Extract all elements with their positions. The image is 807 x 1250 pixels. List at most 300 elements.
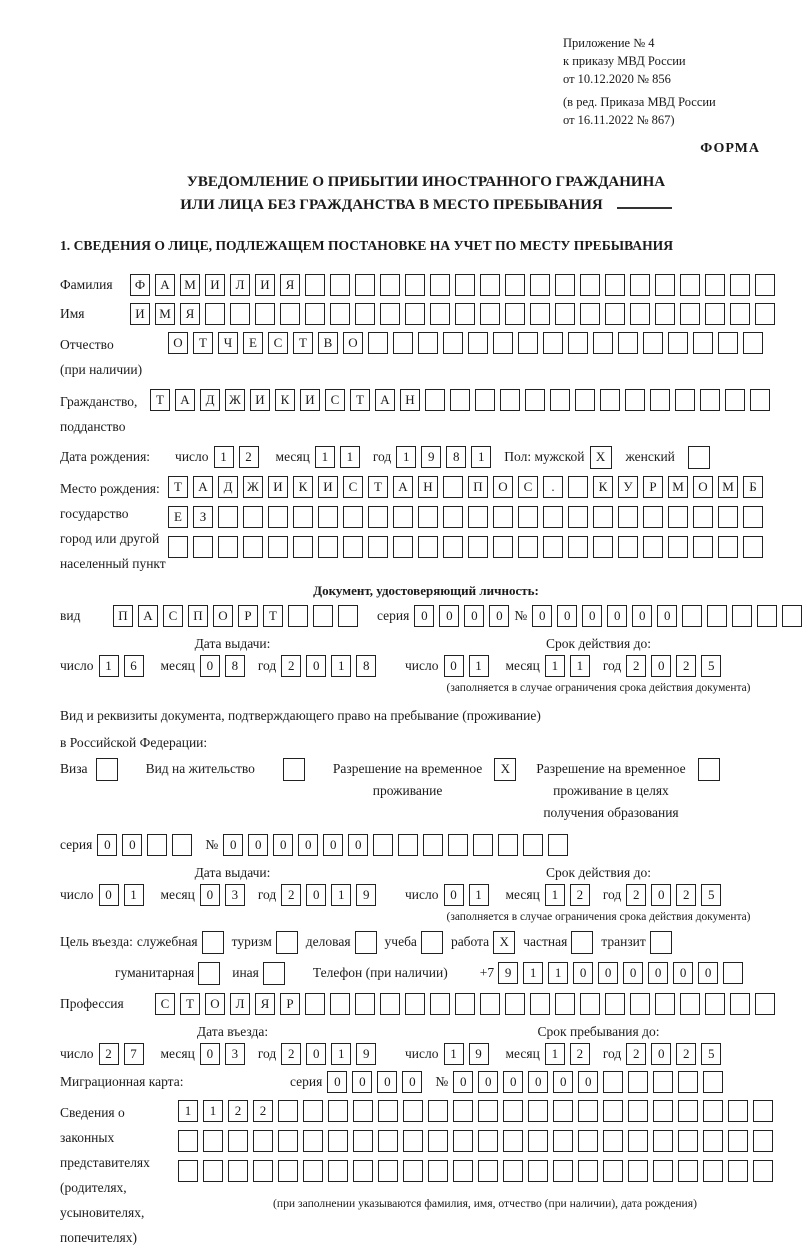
- char-cell[interactable]: 1: [340, 446, 360, 468]
- char-cell[interactable]: [750, 389, 770, 411]
- char-cell[interactable]: [555, 303, 575, 325]
- char-cell[interactable]: Р: [238, 605, 258, 627]
- char-cell[interactable]: 2: [676, 884, 696, 906]
- char-cell[interactable]: 0: [632, 605, 652, 627]
- char-cell[interactable]: 0: [439, 605, 459, 627]
- char-cell[interactable]: 0: [327, 1071, 347, 1093]
- char-cell[interactable]: [500, 389, 520, 411]
- char-cell[interactable]: [368, 332, 388, 354]
- char-cell[interactable]: 1: [331, 655, 351, 677]
- char-cell[interactable]: 9: [356, 1043, 376, 1065]
- char-cell[interactable]: А: [138, 605, 158, 627]
- char-cell[interactable]: [618, 506, 638, 528]
- char-cell[interactable]: [355, 303, 375, 325]
- char-cell[interactable]: [603, 1100, 623, 1122]
- char-cell[interactable]: 0: [651, 1043, 671, 1065]
- char-cell[interactable]: [443, 536, 463, 558]
- purpose-private-checkbox[interactable]: [571, 931, 593, 954]
- char-cell[interactable]: 0: [444, 884, 464, 906]
- char-cell[interactable]: [555, 993, 575, 1015]
- char-cell[interactable]: [743, 332, 763, 354]
- char-cell[interactable]: [580, 993, 600, 1015]
- char-cell[interactable]: [543, 536, 563, 558]
- char-cell[interactable]: Т: [193, 332, 213, 354]
- char-cell[interactable]: 0: [478, 1071, 498, 1093]
- purpose-tourism-checkbox[interactable]: [276, 931, 298, 954]
- char-cell[interactable]: [355, 993, 375, 1015]
- char-cell[interactable]: 0: [557, 605, 577, 627]
- char-cell[interactable]: Д: [200, 389, 220, 411]
- char-cell[interactable]: 0: [607, 605, 627, 627]
- char-cell[interactable]: 0: [464, 605, 484, 627]
- char-cell[interactable]: [493, 536, 513, 558]
- char-cell[interactable]: И: [255, 274, 275, 296]
- char-cell[interactable]: [455, 993, 475, 1015]
- char-cell[interactable]: [405, 274, 425, 296]
- char-cell[interactable]: [303, 1130, 323, 1152]
- char-cell[interactable]: [338, 605, 358, 627]
- char-cell[interactable]: [728, 1100, 748, 1122]
- char-cell[interactable]: [473, 834, 493, 856]
- char-cell[interactable]: [530, 274, 550, 296]
- char-cell[interactable]: [450, 389, 470, 411]
- char-cell[interactable]: А: [375, 389, 395, 411]
- char-cell[interactable]: [468, 506, 488, 528]
- char-cell[interactable]: 0: [532, 605, 552, 627]
- char-cell[interactable]: [218, 536, 238, 558]
- char-cell[interactable]: [703, 1160, 723, 1182]
- char-cell[interactable]: [555, 274, 575, 296]
- char-cell[interactable]: 0: [528, 1071, 548, 1093]
- char-cell[interactable]: [318, 536, 338, 558]
- char-cell[interactable]: [703, 1130, 723, 1152]
- char-cell[interactable]: Я: [180, 303, 200, 325]
- char-cell[interactable]: [293, 506, 313, 528]
- char-cell[interactable]: [630, 303, 650, 325]
- char-cell[interactable]: [703, 1071, 723, 1093]
- char-cell[interactable]: [373, 834, 393, 856]
- char-cell[interactable]: [368, 506, 388, 528]
- char-cell[interactable]: [430, 993, 450, 1015]
- char-cell[interactable]: [428, 1130, 448, 1152]
- char-cell[interactable]: 0: [200, 1043, 220, 1065]
- char-cell[interactable]: О: [493, 476, 513, 498]
- char-cell[interactable]: Б: [743, 476, 763, 498]
- char-cell[interactable]: Я: [255, 993, 275, 1015]
- char-cell[interactable]: [403, 1130, 423, 1152]
- char-cell[interactable]: 1: [331, 884, 351, 906]
- char-cell[interactable]: [480, 274, 500, 296]
- char-cell[interactable]: [680, 993, 700, 1015]
- sex-female-checkbox[interactable]: [688, 446, 710, 469]
- char-cell[interactable]: [178, 1130, 198, 1152]
- sex-male-checkbox[interactable]: X: [590, 446, 612, 469]
- char-cell[interactable]: [498, 834, 518, 856]
- char-cell[interactable]: 1: [315, 446, 335, 468]
- char-cell[interactable]: [782, 605, 802, 627]
- char-cell[interactable]: 0: [200, 655, 220, 677]
- char-cell[interactable]: 8: [446, 446, 466, 468]
- char-cell[interactable]: П: [113, 605, 133, 627]
- char-cell[interactable]: К: [293, 476, 313, 498]
- char-cell[interactable]: [605, 303, 625, 325]
- char-cell[interactable]: 3: [225, 1043, 245, 1065]
- char-cell[interactable]: [682, 605, 702, 627]
- char-cell[interactable]: 0: [323, 834, 343, 856]
- char-cell[interactable]: [147, 834, 167, 856]
- char-cell[interactable]: [453, 1130, 473, 1152]
- temp-permit-checkbox[interactable]: X: [494, 758, 516, 781]
- char-cell[interactable]: [525, 389, 545, 411]
- char-cell[interactable]: 0: [200, 884, 220, 906]
- char-cell[interactable]: [643, 332, 663, 354]
- char-cell[interactable]: [268, 506, 288, 528]
- char-cell[interactable]: [600, 389, 620, 411]
- char-cell[interactable]: И: [205, 274, 225, 296]
- char-cell[interactable]: А: [393, 476, 413, 498]
- char-cell[interactable]: 2: [626, 884, 646, 906]
- char-cell[interactable]: [168, 536, 188, 558]
- char-cell[interactable]: [643, 506, 663, 528]
- char-cell[interactable]: 1: [124, 884, 144, 906]
- char-cell[interactable]: [668, 536, 688, 558]
- char-cell[interactable]: [205, 303, 225, 325]
- char-cell[interactable]: [305, 993, 325, 1015]
- char-cell[interactable]: [550, 389, 570, 411]
- char-cell[interactable]: В: [318, 332, 338, 354]
- char-cell[interactable]: 0: [573, 962, 593, 984]
- char-cell[interactable]: [653, 1071, 673, 1093]
- char-cell[interactable]: [568, 476, 588, 498]
- char-cell[interactable]: [678, 1100, 698, 1122]
- char-cell[interactable]: 1: [331, 1043, 351, 1065]
- char-cell[interactable]: 0: [444, 655, 464, 677]
- char-cell[interactable]: 6: [124, 655, 144, 677]
- char-cell[interactable]: 3: [225, 884, 245, 906]
- char-cell[interactable]: Т: [293, 332, 313, 354]
- char-cell[interactable]: [530, 993, 550, 1015]
- char-cell[interactable]: Р: [643, 476, 663, 498]
- char-cell[interactable]: 2: [676, 1043, 696, 1065]
- char-cell[interactable]: .: [543, 476, 563, 498]
- char-cell[interactable]: Ф: [130, 274, 150, 296]
- char-cell[interactable]: [518, 332, 538, 354]
- char-cell[interactable]: [330, 303, 350, 325]
- char-cell[interactable]: Т: [263, 605, 283, 627]
- char-cell[interactable]: [253, 1160, 273, 1182]
- char-cell[interactable]: [523, 834, 543, 856]
- char-cell[interactable]: 0: [377, 1071, 397, 1093]
- char-cell[interactable]: [707, 605, 727, 627]
- char-cell[interactable]: 1: [523, 962, 543, 984]
- char-cell[interactable]: [318, 506, 338, 528]
- char-cell[interactable]: [630, 274, 650, 296]
- char-cell[interactable]: 0: [648, 962, 668, 984]
- char-cell[interactable]: Н: [418, 476, 438, 498]
- char-cell[interactable]: [172, 834, 192, 856]
- char-cell[interactable]: [405, 993, 425, 1015]
- char-cell[interactable]: О: [205, 993, 225, 1015]
- char-cell[interactable]: [655, 303, 675, 325]
- char-cell[interactable]: 0: [402, 1071, 422, 1093]
- char-cell[interactable]: [228, 1160, 248, 1182]
- char-cell[interactable]: 1: [545, 655, 565, 677]
- char-cell[interactable]: [505, 993, 525, 1015]
- char-cell[interactable]: К: [593, 476, 613, 498]
- char-cell[interactable]: Л: [230, 993, 250, 1015]
- char-cell[interactable]: [305, 274, 325, 296]
- char-cell[interactable]: [480, 303, 500, 325]
- char-cell[interactable]: [405, 303, 425, 325]
- char-cell[interactable]: [443, 476, 463, 498]
- char-cell[interactable]: Р: [280, 993, 300, 1015]
- char-cell[interactable]: [603, 1071, 623, 1093]
- char-cell[interactable]: 0: [306, 884, 326, 906]
- char-cell[interactable]: [380, 993, 400, 1015]
- char-cell[interactable]: [418, 506, 438, 528]
- char-cell[interactable]: [548, 834, 568, 856]
- char-cell[interactable]: [723, 962, 743, 984]
- char-cell[interactable]: [653, 1130, 673, 1152]
- char-cell[interactable]: 2: [570, 1043, 590, 1065]
- purpose-official-checkbox[interactable]: [202, 931, 224, 954]
- char-cell[interactable]: [553, 1160, 573, 1182]
- char-cell[interactable]: 0: [453, 1071, 473, 1093]
- char-cell[interactable]: [230, 303, 250, 325]
- char-cell[interactable]: 1: [545, 884, 565, 906]
- char-cell[interactable]: [732, 605, 752, 627]
- char-cell[interactable]: С: [343, 476, 363, 498]
- char-cell[interactable]: [700, 389, 720, 411]
- char-cell[interactable]: [418, 536, 438, 558]
- char-cell[interactable]: [605, 993, 625, 1015]
- purpose-humanitarian-checkbox[interactable]: [198, 962, 220, 985]
- char-cell[interactable]: [418, 332, 438, 354]
- purpose-work-checkbox[interactable]: X: [493, 931, 515, 954]
- char-cell[interactable]: 0: [248, 834, 268, 856]
- char-cell[interactable]: С: [155, 993, 175, 1015]
- char-cell[interactable]: [628, 1100, 648, 1122]
- char-cell[interactable]: 1: [545, 1043, 565, 1065]
- char-cell[interactable]: [468, 332, 488, 354]
- char-cell[interactable]: [655, 274, 675, 296]
- char-cell[interactable]: [678, 1160, 698, 1182]
- char-cell[interactable]: А: [193, 476, 213, 498]
- char-cell[interactable]: О: [693, 476, 713, 498]
- char-cell[interactable]: [568, 506, 588, 528]
- char-cell[interactable]: [393, 506, 413, 528]
- char-cell[interactable]: [518, 506, 538, 528]
- char-cell[interactable]: С: [163, 605, 183, 627]
- char-cell[interactable]: [678, 1071, 698, 1093]
- char-cell[interactable]: 0: [223, 834, 243, 856]
- char-cell[interactable]: [755, 303, 775, 325]
- char-cell[interactable]: [603, 1130, 623, 1152]
- char-cell[interactable]: [343, 536, 363, 558]
- char-cell[interactable]: 9: [498, 962, 518, 984]
- char-cell[interactable]: И: [250, 389, 270, 411]
- char-cell[interactable]: [753, 1130, 773, 1152]
- char-cell[interactable]: 1: [570, 655, 590, 677]
- char-cell[interactable]: 2: [676, 655, 696, 677]
- char-cell[interactable]: 0: [673, 962, 693, 984]
- char-cell[interactable]: 8: [225, 655, 245, 677]
- char-cell[interactable]: И: [300, 389, 320, 411]
- char-cell[interactable]: [303, 1160, 323, 1182]
- char-cell[interactable]: 0: [306, 655, 326, 677]
- char-cell[interactable]: [543, 332, 563, 354]
- char-cell[interactable]: [505, 303, 525, 325]
- char-cell[interactable]: [675, 389, 695, 411]
- char-cell[interactable]: [480, 993, 500, 1015]
- char-cell[interactable]: М: [180, 274, 200, 296]
- char-cell[interactable]: [278, 1130, 298, 1152]
- char-cell[interactable]: [313, 605, 333, 627]
- char-cell[interactable]: 0: [99, 884, 119, 906]
- char-cell[interactable]: 0: [623, 962, 643, 984]
- char-cell[interactable]: [668, 332, 688, 354]
- char-cell[interactable]: [718, 332, 738, 354]
- char-cell[interactable]: 1: [214, 446, 234, 468]
- char-cell[interactable]: [580, 303, 600, 325]
- char-cell[interactable]: 0: [97, 834, 117, 856]
- char-cell[interactable]: Ж: [225, 389, 245, 411]
- char-cell[interactable]: 0: [489, 605, 509, 627]
- char-cell[interactable]: [730, 274, 750, 296]
- char-cell[interactable]: [268, 536, 288, 558]
- char-cell[interactable]: М: [718, 476, 738, 498]
- char-cell[interactable]: Ч: [218, 332, 238, 354]
- char-cell[interactable]: [543, 506, 563, 528]
- char-cell[interactable]: [355, 274, 375, 296]
- char-cell[interactable]: [568, 332, 588, 354]
- char-cell[interactable]: С: [518, 476, 538, 498]
- char-cell[interactable]: [625, 389, 645, 411]
- char-cell[interactable]: [618, 332, 638, 354]
- char-cell[interactable]: [628, 1130, 648, 1152]
- char-cell[interactable]: 2: [626, 655, 646, 677]
- char-cell[interactable]: 1: [548, 962, 568, 984]
- char-cell[interactable]: [655, 993, 675, 1015]
- char-cell[interactable]: [718, 506, 738, 528]
- char-cell[interactable]: [353, 1130, 373, 1152]
- char-cell[interactable]: [678, 1130, 698, 1152]
- char-cell[interactable]: 5: [701, 884, 721, 906]
- char-cell[interactable]: [553, 1130, 573, 1152]
- char-cell[interactable]: Л: [230, 274, 250, 296]
- char-cell[interactable]: [243, 506, 263, 528]
- char-cell[interactable]: И: [318, 476, 338, 498]
- char-cell[interactable]: [725, 389, 745, 411]
- char-cell[interactable]: [428, 1100, 448, 1122]
- char-cell[interactable]: О: [168, 332, 188, 354]
- char-cell[interactable]: 2: [253, 1100, 273, 1122]
- char-cell[interactable]: [430, 274, 450, 296]
- char-cell[interactable]: [755, 993, 775, 1015]
- char-cell[interactable]: Т: [150, 389, 170, 411]
- char-cell[interactable]: [568, 536, 588, 558]
- char-cell[interactable]: [448, 834, 468, 856]
- char-cell[interactable]: [578, 1130, 598, 1152]
- char-cell[interactable]: [553, 1100, 573, 1122]
- char-cell[interactable]: [398, 834, 418, 856]
- char-cell[interactable]: [378, 1130, 398, 1152]
- char-cell[interactable]: Е: [168, 506, 188, 528]
- char-cell[interactable]: [705, 993, 725, 1015]
- char-cell[interactable]: [603, 1160, 623, 1182]
- char-cell[interactable]: 0: [553, 1071, 573, 1093]
- char-cell[interactable]: [628, 1071, 648, 1093]
- char-cell[interactable]: [393, 536, 413, 558]
- char-cell[interactable]: [680, 303, 700, 325]
- edu-permit-checkbox[interactable]: [698, 758, 720, 781]
- char-cell[interactable]: [743, 536, 763, 558]
- char-cell[interactable]: М: [668, 476, 688, 498]
- char-cell[interactable]: [528, 1130, 548, 1152]
- char-cell[interactable]: [575, 389, 595, 411]
- char-cell[interactable]: [653, 1160, 673, 1182]
- char-cell[interactable]: 2: [570, 884, 590, 906]
- char-cell[interactable]: Я: [280, 274, 300, 296]
- char-cell[interactable]: [593, 506, 613, 528]
- char-cell[interactable]: [378, 1100, 398, 1122]
- char-cell[interactable]: 0: [348, 834, 368, 856]
- char-cell[interactable]: 1: [444, 1043, 464, 1065]
- char-cell[interactable]: 9: [356, 884, 376, 906]
- char-cell[interactable]: [330, 274, 350, 296]
- char-cell[interactable]: О: [213, 605, 233, 627]
- char-cell[interactable]: 0: [352, 1071, 372, 1093]
- char-cell[interactable]: 0: [698, 962, 718, 984]
- char-cell[interactable]: Д: [218, 476, 238, 498]
- char-cell[interactable]: 1: [396, 446, 416, 468]
- char-cell[interactable]: [228, 1130, 248, 1152]
- char-cell[interactable]: [328, 1160, 348, 1182]
- char-cell[interactable]: [378, 1160, 398, 1182]
- char-cell[interactable]: [455, 274, 475, 296]
- char-cell[interactable]: Т: [180, 993, 200, 1015]
- char-cell[interactable]: [478, 1130, 498, 1152]
- char-cell[interactable]: [380, 274, 400, 296]
- char-cell[interactable]: 0: [657, 605, 677, 627]
- char-cell[interactable]: [218, 506, 238, 528]
- char-cell[interactable]: 1: [178, 1100, 198, 1122]
- char-cell[interactable]: [443, 332, 463, 354]
- char-cell[interactable]: [503, 1130, 523, 1152]
- char-cell[interactable]: [178, 1160, 198, 1182]
- char-cell[interactable]: 0: [503, 1071, 523, 1093]
- char-cell[interactable]: [605, 274, 625, 296]
- char-cell[interactable]: 0: [651, 655, 671, 677]
- char-cell[interactable]: [453, 1160, 473, 1182]
- purpose-transit-checkbox[interactable]: [650, 931, 672, 954]
- char-cell[interactable]: [503, 1100, 523, 1122]
- char-cell[interactable]: [278, 1100, 298, 1122]
- char-cell[interactable]: 1: [203, 1100, 223, 1122]
- char-cell[interactable]: 5: [701, 655, 721, 677]
- char-cell[interactable]: [743, 506, 763, 528]
- char-cell[interactable]: [305, 303, 325, 325]
- char-cell[interactable]: [630, 993, 650, 1015]
- char-cell[interactable]: [288, 605, 308, 627]
- char-cell[interactable]: [693, 506, 713, 528]
- char-cell[interactable]: [757, 605, 777, 627]
- char-cell[interactable]: [423, 834, 443, 856]
- char-cell[interactable]: [593, 332, 613, 354]
- char-cell[interactable]: 1: [469, 655, 489, 677]
- purpose-business-checkbox[interactable]: [355, 931, 377, 954]
- char-cell[interactable]: [530, 303, 550, 325]
